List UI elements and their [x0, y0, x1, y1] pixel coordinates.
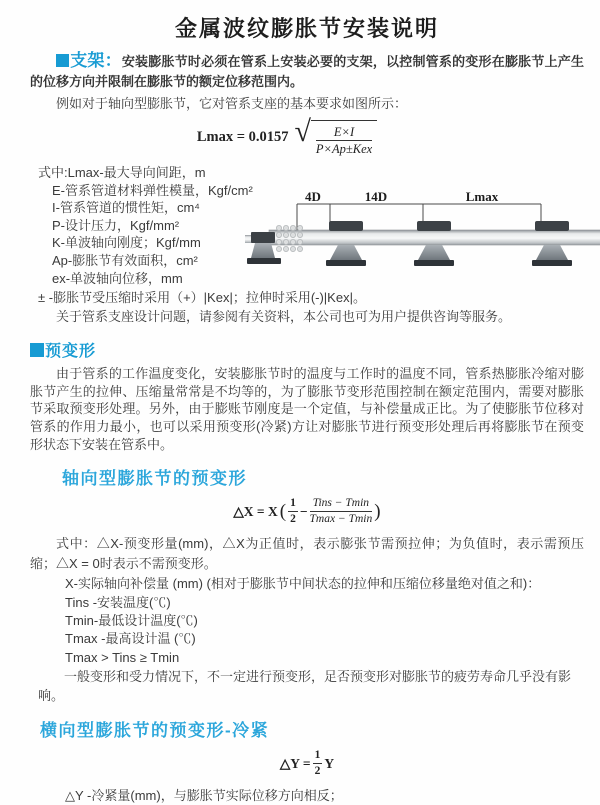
dim-label-14d: 14D: [364, 190, 388, 204]
fraction-denominator: 2: [314, 765, 321, 778]
consult-note-line: 关于管系支座设计问题，请参阅有关资料，本公司也可为用户提供咨询等服务。: [56, 309, 512, 325]
definition-line: Tmax -最高设计温 (℃): [65, 631, 196, 647]
one-half-fraction: [313, 749, 323, 778]
support-intro-text: 安装膨胀节时必须在管系上安装必要的支架，以控制管系的变形在膨胀节上产生的位移方向并限制在膨胀节的额定位移范围内。: [30, 54, 584, 89]
axial-predeform-heading: 轴向型膨胀节的预变形: [62, 469, 247, 489]
predeform-section-label: 预变形: [45, 343, 97, 361]
axial-definitions-list: [30, 575, 584, 667]
definition-line: Ap-膨胀节有效面积，cm²: [52, 252, 198, 268]
radical-sign-icon: √: [294, 115, 311, 148]
lmax-formula: [30, 115, 544, 156]
section-square-icon: [56, 54, 69, 67]
page-title: 金属波纹膨胀节安装说明: [174, 16, 439, 41]
lateral-formula: [30, 749, 584, 778]
pipe-support-diagram: [245, 190, 600, 285]
section-square-icon: [30, 343, 44, 357]
axial-formula-lhs: △X = X: [233, 503, 278, 519]
fraction-denominator: Tmax − Tmin: [309, 513, 373, 526]
temperature-fraction: [310, 497, 373, 526]
fraction-numerator: 1: [313, 749, 323, 764]
definition-line: I-管系管道的惯性矩，cm⁴: [52, 200, 200, 216]
definition-line: K-单波轴向刚度；Kgf/mm: [52, 235, 201, 251]
support-section-label: 支架：: [70, 51, 122, 70]
pipe-support-diagram-svg: [245, 190, 600, 285]
definition-line: Tins -安装温度(℃): [65, 594, 171, 610]
lateral-formula-lhs: △Y =: [279, 755, 311, 771]
definition-line: ex-单波轴向位移，mm: [52, 270, 183, 286]
definition-line: E-管系管道材料弹性模量，Kgf/cm²: [52, 182, 253, 198]
fraction-numerator: 1: [288, 497, 298, 512]
one-half-fraction: [288, 497, 298, 526]
dim-label-lmax: Lmax: [465, 190, 499, 204]
definition-line: X-实际轴向补偿量 (mm) (相对于膨胀节中间状态的拉伸和压缩位移量绝对值之和)：: [65, 576, 541, 592]
support-example-line: 例如对于轴向型膨胀节，它对管系支座的基本要求如图所示：: [56, 96, 408, 111]
lmax-fraction-numerator: E×I: [316, 125, 372, 141]
left-paren: (: [279, 500, 287, 522]
definitions-and-diagram: [30, 164, 584, 287]
lateral-formula-rhs: Y: [324, 755, 335, 771]
fraction-numerator: Tins − Tmin: [310, 497, 373, 512]
right-paren: ): [374, 500, 381, 522]
predeform-paragraph: 由于管系的工作温度变化，安装膨胀节时的温度与工作时的温度不同，管系热膨胀冷缩对膨胀节产生的拉伸、压缩量常常是不均等的，为了膨胀节变形范围控制在额定范围内，需要对膨胀节采取预变形处理。另外，由于膨账节刚度是一个定值，与补偿量成正比。为了使膨胀节位移对管系的作用力最小，也可以采用预变形(冷紧)方让对膨胀节进行预变形处理后再将膨胀节在预变形状态下安装在管系中。: [30, 366, 584, 452]
document-page: [0, 12, 600, 805]
definition-line: 式中:Lmax-最大导向间距，m: [38, 165, 206, 180]
lmax-fraction: [316, 125, 372, 156]
dim-label-4d: 4D: [305, 190, 321, 204]
lateral-predeform-heading: 横向型膨胀节的预变形-冷紧: [40, 721, 270, 741]
plusminus-note-line: ± -膨胀节受压缩时采用（+）|Kex|；拉伸时采用(-)|Kex|。: [38, 290, 366, 306]
minus-sign: −: [299, 503, 308, 519]
predeform-section-header: [30, 338, 584, 361]
support-intro-paragraph: [30, 51, 584, 91]
lmax-fraction-denominator: P×Ap±Kex: [315, 142, 373, 156]
axial-formula: [30, 497, 584, 526]
lmax-formula-lhs: Lmax = 0.0157: [196, 129, 289, 145]
fraction-denominator: 2: [290, 513, 296, 526]
lateral-definition-line: △Y -冷紧量(mm)，与膨胀节实际位移方向相反；: [65, 788, 343, 804]
pipe: [269, 230, 600, 245]
definition-line: Tmax > Tins ≥ Tmin: [65, 649, 180, 665]
axial-note-line: 一般变形和受力情况下，不一定进行预变形，足否预变形对膨胀节的疲劳寿命几乎没有影响。: [38, 669, 572, 704]
axial-formula-explanation: 式中：△X-预变形量(mm)，△X为正值时，表示膨张节需预拉伸；为负值时，表示需预压缩；△X = 0时表示不需预变形。: [30, 536, 584, 571]
sqrt-expression: [294, 115, 377, 156]
definition-line: Tmin-最低设计温度(℃): [65, 612, 198, 628]
definition-line: P-设计压力，Kgf/mm²: [52, 217, 180, 233]
